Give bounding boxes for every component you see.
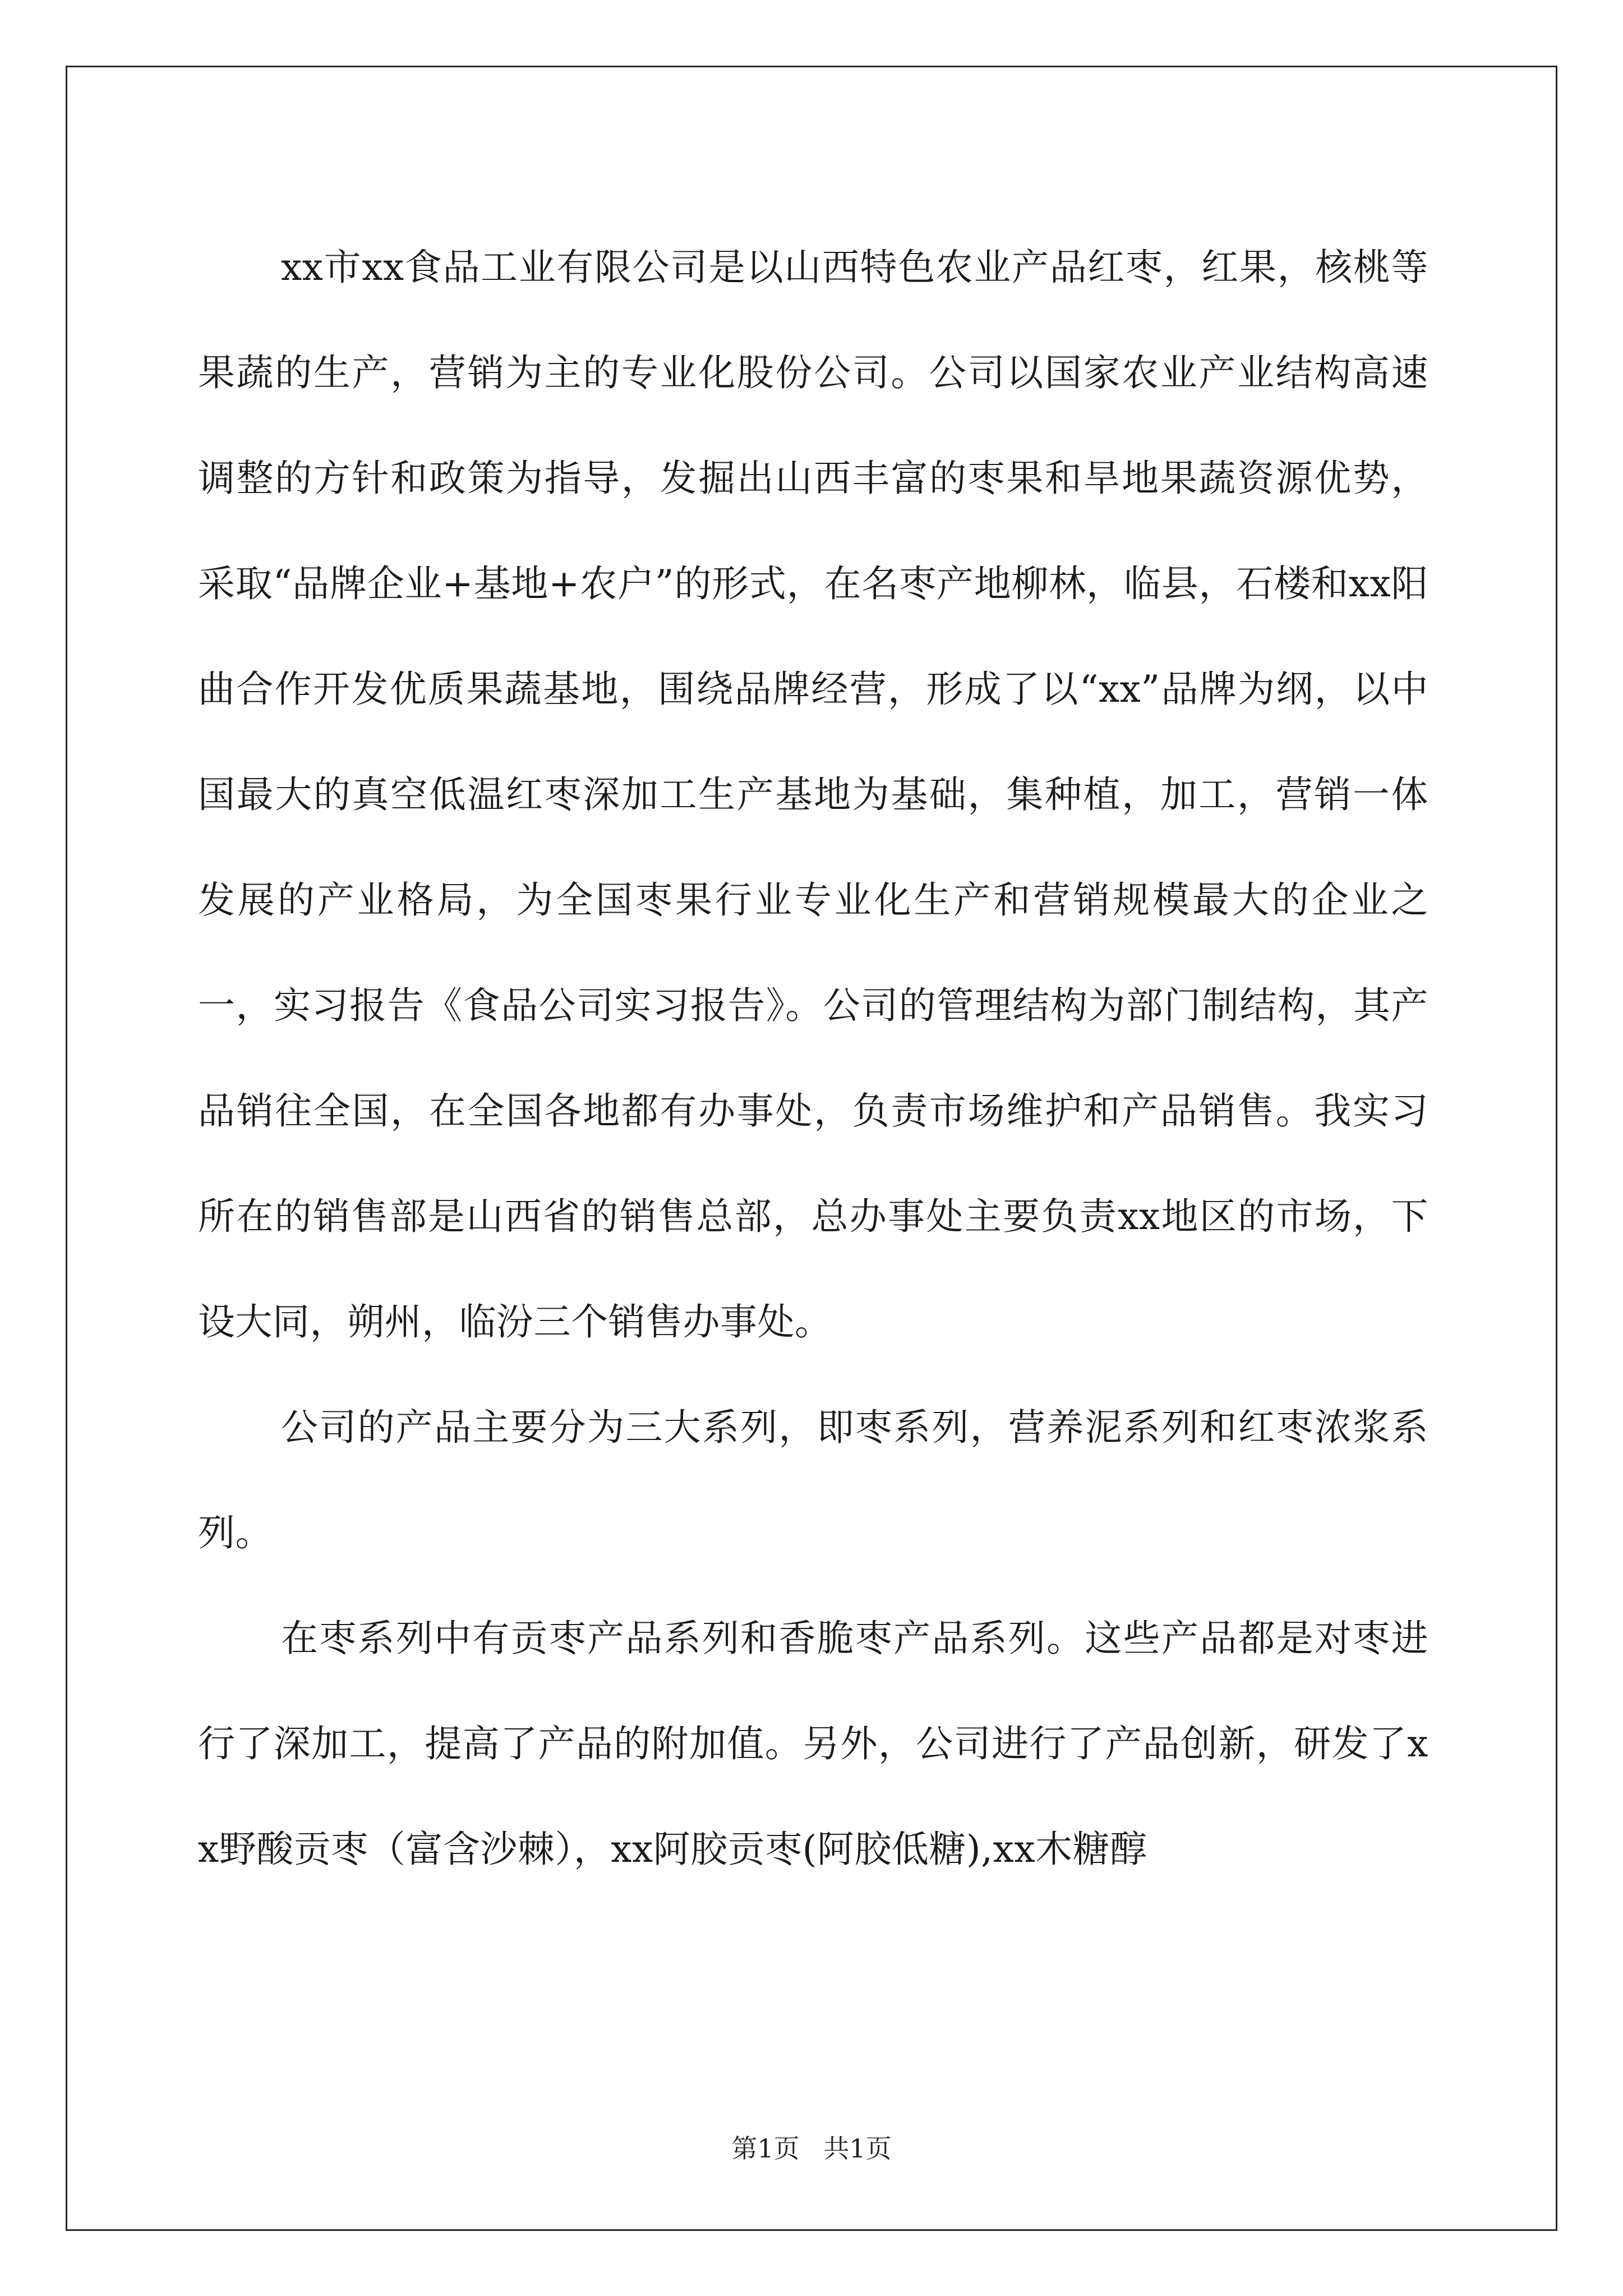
paragraph-product-series: 公司的产品主要分为三大系列，即枣系列，营养泥系列和红枣浓浆系列。 xyxy=(198,1406,1428,1554)
page-footer xyxy=(0,2132,1623,2165)
paragraph-company-intro: xx市xx食品工业有限公司是以山西特色农业产品红枣，红果，核桃等果蔬的生产，营销为主的专业化股份公司。公司以国家农业产业结构高速调整的方针和政策为指导，发掘出山西丰富的枣果和旱地果蔬资源优势，采取“品牌企业+基地+农户”的形式，在名枣产地柳林，临县，石楼和xx阳曲合作开发优质果蔬基地，围绕品牌经营，形成了以“xx”品牌为纲，以中国最大的真空低温红枣深加工生产基地为基础，集种植，加工，营销一体发展的产业格局，为全国枣果行业专业化生产和营销规模最大的企业之一，实习报告《食品公司实习报告》。公司的管理结构为部门制结构，其产品销往全国，在全国各地都有办事处，负责市场维护和产品销售。我实习所在的销售部是山西省的销售总部，总办事处主要负责xx地区的市场，下设大同，朔州，临汾三个销售办事处。 xyxy=(198,246,1428,1343)
page-number: 第1页 xyxy=(731,2133,800,2164)
paragraph-jujube-series: 在枣系列中有贡枣产品系列和香脆枣产品系列。这些产品都是对枣进行了深加工，提高了产品的附加值。另外，公司进行了产品创新，研发了xx野酸贡枣（富含沙棘），xx阿胶贡枣(阿胶低糖),xx木糖醇 xyxy=(198,1617,1428,1871)
page-total: 共1页 xyxy=(823,2133,892,2164)
document-body xyxy=(198,215,1428,1902)
